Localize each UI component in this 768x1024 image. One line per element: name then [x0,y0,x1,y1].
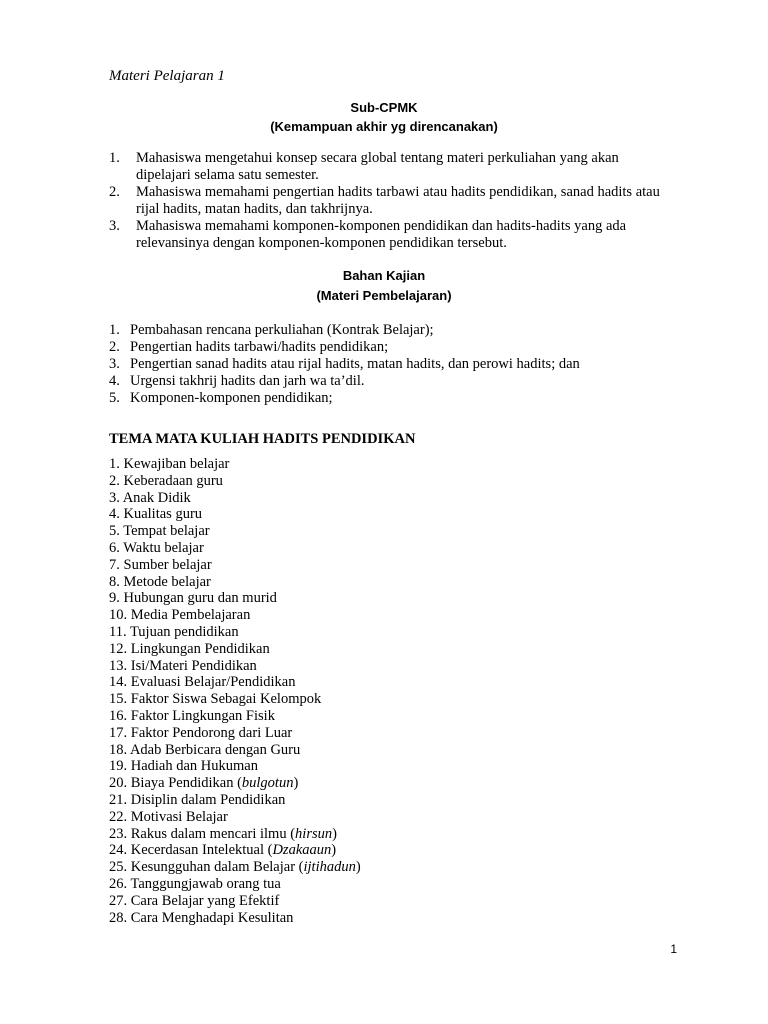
item-text: 26. Tanggungjawab orang tua [109,875,281,892]
item-text: 17. Faktor Pendorong dari Luar [109,724,293,741]
list-item [109,792,669,809]
item-text-suffix: ) [332,825,337,842]
section1-title: Sub-CPMK [350,100,418,115]
list-item [109,658,669,675]
item-text: 18. Adab Berbicara dengan Guru [109,741,301,758]
section2-title: Bahan Kajian [342,268,426,283]
list-item [109,356,669,373]
item-number: 2. [109,184,120,200]
list-item [109,473,669,490]
list-item [109,456,669,473]
item-text: 21. Disiplin dalam Pendidikan [109,791,286,808]
item-text: Komponen-komponen pendidikan; [130,389,333,406]
item-italic-term: ijtihadun [303,859,356,876]
item-text: 24. Kecerdasan Intelektual ( [109,842,273,859]
list-item [109,758,669,775]
item-text: 27. Cara Belajar yang Efektif [109,892,280,909]
item-text: 22. Motivasi Belajar [109,808,228,825]
item-text: 10. Media Pembelajaran [109,607,251,624]
item-text: 7. Sumber belajar [109,556,212,573]
list-item [109,674,669,691]
item-text: 1. Kewajiban belajar [109,456,230,472]
item-text: 28. Cara Menghadapi Kesulitan [109,909,294,926]
sub-cpmk-list [109,150,669,252]
list-item [109,557,669,574]
item-text: 8. Metode belajar [109,573,211,590]
item-text: Mahasiswa memahami komponen-komponen pendidikan dan hadits-hadits yang ada relevansinya dengan komponen-komponen pendidikan tersebut. [136,218,627,251]
item-text: Mahasiswa memahami pengertian hadits tarbawi atau hadits pendidikan, sanad hadits atau rijal hadits, matan hadits, dan takhrijnya. [136,184,660,217]
list-item [109,859,669,876]
list-item [109,490,669,507]
item-text-suffix: ) [293,775,299,792]
list-item [109,373,669,390]
list-item [109,742,669,759]
item-text: 25. Kesungguhan dalam Belajar ( [109,859,304,876]
item-italic-term: hirsun [295,825,333,842]
list-item [109,708,669,725]
list-item [109,910,669,927]
list-item [109,624,669,641]
tema-section-title: TEMA MATA KULIAH HADITS PENDIDIKAN [109,431,416,447]
list-item [109,641,669,658]
item-text: 16. Faktor Lingkungan Fisik [109,707,275,724]
list-item [109,184,669,218]
list-item [109,218,669,252]
item-number: 1. [109,150,120,166]
item-text-suffix: ) [331,842,337,859]
list-item [109,691,669,708]
item-text: Pengertian hadits tarbawi/hadits pendidikan; [130,338,389,355]
item-number: 5. [109,389,120,406]
list-item [109,607,669,624]
list-item [109,876,669,893]
item-text: 12. Lingkungan Pendidikan [109,640,270,657]
item-number: 3. [109,218,120,234]
item-text: Pengertian sanad hadits atau rijal hadits, matan hadits, dan perowi hadits; dan [130,355,580,372]
item-italic-term: Dzakaaun [272,842,332,859]
item-number: 2. [109,338,120,355]
list-item [109,506,669,523]
item-text: 6. Waktu belajar [109,539,204,556]
item-text: 14. Evaluasi Belajar/Pendidikan [109,674,296,691]
tema-list [109,456,669,926]
item-number: 4. [109,372,120,389]
item-text: 23. Rakus dalam mencari ilmu ( [109,825,296,842]
item-text-suffix: ) [355,859,361,876]
list-item [109,809,669,826]
page-header: Materi Pelajaran 1 [109,68,225,84]
item-text: 2. Keberadaan guru [109,472,223,489]
page-number: 1 [670,942,677,956]
list-item [109,322,669,339]
item-number: 1. [109,322,120,338]
item-text: 3. Anak Didik [109,489,191,506]
list-item [109,725,669,742]
item-text: 9. Hubungan guru dan murid [109,590,277,607]
section2-subtitle: (Materi Pembelajaran) [316,288,452,303]
item-italic-term: bulgotun [241,775,294,792]
item-text: 19. Hadiah dan Hukuman [109,758,258,775]
item-text: Mahasiswa mengetahui konsep secara global tentang materi perkuliahan yang akan dipelajari selama satu semester. [136,150,619,183]
item-text: Urgensi takhrij hadits dan jarh wa ta’dil. [130,372,365,389]
list-item [109,150,669,184]
list-item [109,775,669,792]
item-text: 13. Isi/Materi Pendidikan [109,657,257,674]
list-item [109,339,669,356]
item-number: 3. [109,355,120,372]
item-text: 5. Tempat belajar [109,523,210,540]
item-text: Pembahasan rencana perkuliahan (Kontrak Belajar); [130,322,434,338]
list-item [109,842,669,859]
list-item [109,523,669,540]
list-item [109,574,669,591]
item-text: 20. Biaya Pendidikan ( [109,775,242,792]
item-text: 11. Tujuan pendidikan [109,623,239,640]
item-text: 15. Faktor Siswa Sebagai Kelompok [109,691,322,708]
list-item [109,590,669,607]
list-item [109,826,669,843]
section1-subtitle: (Kemampuan akhir yg direncanakan) [270,119,498,134]
list-item [109,390,669,407]
item-text: 4. Kualitas guru [109,506,203,523]
list-item [109,540,669,557]
list-item [109,893,669,910]
bahan-kajian-list [109,322,669,407]
